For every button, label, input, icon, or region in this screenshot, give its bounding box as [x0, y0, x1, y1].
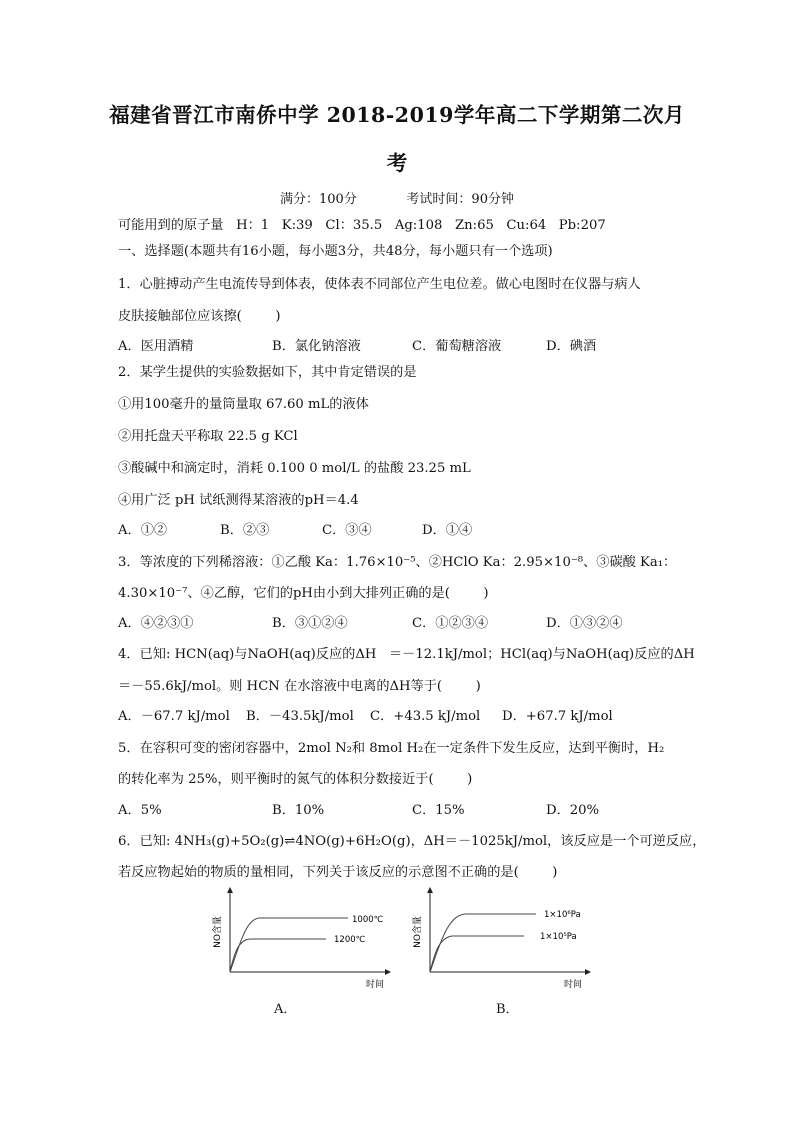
graph-a-xlabel: 时间 — [366, 980, 385, 990]
question-2-option-c: C．③④ — [322, 523, 372, 538]
question-3-option-a: A．④②③① — [118, 616, 194, 631]
question-4-line-1: 4．已知: HCN(aq)与NaOH(aq)反应的ΔH ＝－12.1kJ/mol；HCl(aq)与NaOH(aq)反应的ΔH — [118, 647, 695, 662]
atomic-masses: 可能用到的原子量 H：1 K:39 Cl：35.5 Ag:108 Zn:65 Cu:64 Pb:207 — [118, 218, 606, 233]
graph-b-ylabel: NO含量 — [413, 916, 423, 948]
graph-a-curve-1 — [230, 918, 348, 972]
graph-b — [400, 884, 600, 994]
graph-b-series-1-label: 1×10⁶Pa — [544, 910, 581, 920]
question-1-option-a: A．医用酒精 — [118, 339, 194, 354]
graph-a-series-2-label: 1200℃ — [334, 935, 366, 945]
graph-b-series-2-label: 1×10⁵Pa — [540, 932, 577, 942]
question-4-option-a: A．－67.7 kJ/mol — [118, 709, 230, 724]
question-5-option-d: D．20% — [546, 803, 600, 818]
graph-b-curve-1 — [430, 914, 536, 972]
question-2-option-d: D．①④ — [422, 523, 473, 538]
question-1-line-1: 1．心脏搏动产生电流传导到体表，使体表不同部位产生电位差。做心电图时在仪器与病人 — [118, 277, 641, 292]
graph-a-ylabel: NO含量 — [213, 916, 223, 948]
question-2-option-b: B．②③ — [220, 523, 270, 538]
graph-b-xlabel: 时间 — [564, 980, 583, 990]
score-time-info: 满分：100分 考试时间：90分钟 — [280, 192, 514, 207]
question-3-option-c: C．①②③④ — [412, 616, 489, 631]
question-1-option-d: D．碘酒 — [546, 339, 597, 354]
question-2-line-4: ③酸碱中和滴定时，消耗 0.100 0 mol/L 的盐酸 23.25 mL — [118, 461, 471, 476]
question-5-line-1: 5．在容积可变的密闭容器中，2mol N₂和 8mol H₂在一定条件下发生反应，达到平衡时，H₂ — [118, 741, 665, 756]
question-1-line-2: 皮肤接触部位应该擦( ) — [118, 309, 281, 324]
question-1-option-c: C．葡萄糖溶液 — [412, 339, 502, 354]
question-5-option-c: C．15% — [412, 803, 465, 818]
question-4-line-2: ＝－55.6kJ/mol。则 HCN 在水溶液中电离的ΔH等于( ) — [118, 679, 481, 694]
question-5-option-b: B．10% — [272, 803, 325, 818]
question-3-option-b: B．③①②④ — [272, 616, 348, 631]
graph-b-caption: B． — [496, 1002, 519, 1017]
question-3-option-d: D．①③②④ — [546, 616, 623, 631]
section-heading: 一、选择题(本题共有16小题，每小题3分，共48分，每小题只有一个选项) — [118, 244, 553, 259]
question-5-option-a: A．5% — [118, 803, 162, 818]
question-4-option-b: B．－43.5kJ/mol — [246, 709, 354, 724]
page-title: 福建省晋江市南侨中学 2018-2019学年高二下学期第二次月 — [109, 103, 685, 127]
graph-b-curve-2 — [430, 936, 524, 972]
question-2-line-2: ①用100毫升的量筒量取 67.60 mL的液体 — [118, 397, 369, 412]
question-4-option-d: D．+67.7 kJ/mol — [502, 709, 613, 724]
question-2-option-a: A．①② — [118, 523, 168, 538]
graph-a-caption: A． — [274, 1002, 297, 1017]
question-1-option-b: B．氯化钠溶液 — [272, 339, 361, 354]
graph-a-curve-2 — [230, 939, 326, 972]
page-title-continued: 考 — [386, 151, 408, 175]
question-5-line-2: 的转化率为 25%，则平衡时的氮气的体积分数接近于( ) — [118, 772, 473, 787]
question-3-line-1: 3．等浓度的下列稀溶液：①乙酸 Ka：1.76×10⁻⁵、②HClO Ka：2.95×10⁻⁸、③碳酸 Ka₁： — [118, 555, 677, 570]
question-3-line-2: 4.30×10⁻⁷、④乙醇，它们的pH由小到大排列正确的是( ) — [118, 586, 489, 601]
graph-a-series-1-label: 1000℃ — [352, 915, 384, 925]
graph-a — [200, 884, 400, 994]
question-6-line-1: 6．已知: 4NH₃(g)+5O₂(g)⇌4NO(g)+6H₂O(g)，ΔH＝－1025kJ/mol，该反应是一个可逆反应， — [118, 834, 706, 849]
question-2-line-1: 2．某学生提供的实验数据如下，其中肯定错误的是 — [118, 365, 417, 380]
question-6-line-2: 若反应物起始的物质的量相同，下列关于该反应的示意图不正确的是( ) — [118, 865, 558, 880]
question-2-line-3: ②用托盘天平称取 22.5 g KCl — [118, 429, 298, 444]
question-4-option-c: C．+43.5 kJ/mol — [370, 709, 481, 724]
question-2-line-5: ④用广泛 pH 试纸测得某溶液的pH＝4.4 — [118, 493, 359, 508]
